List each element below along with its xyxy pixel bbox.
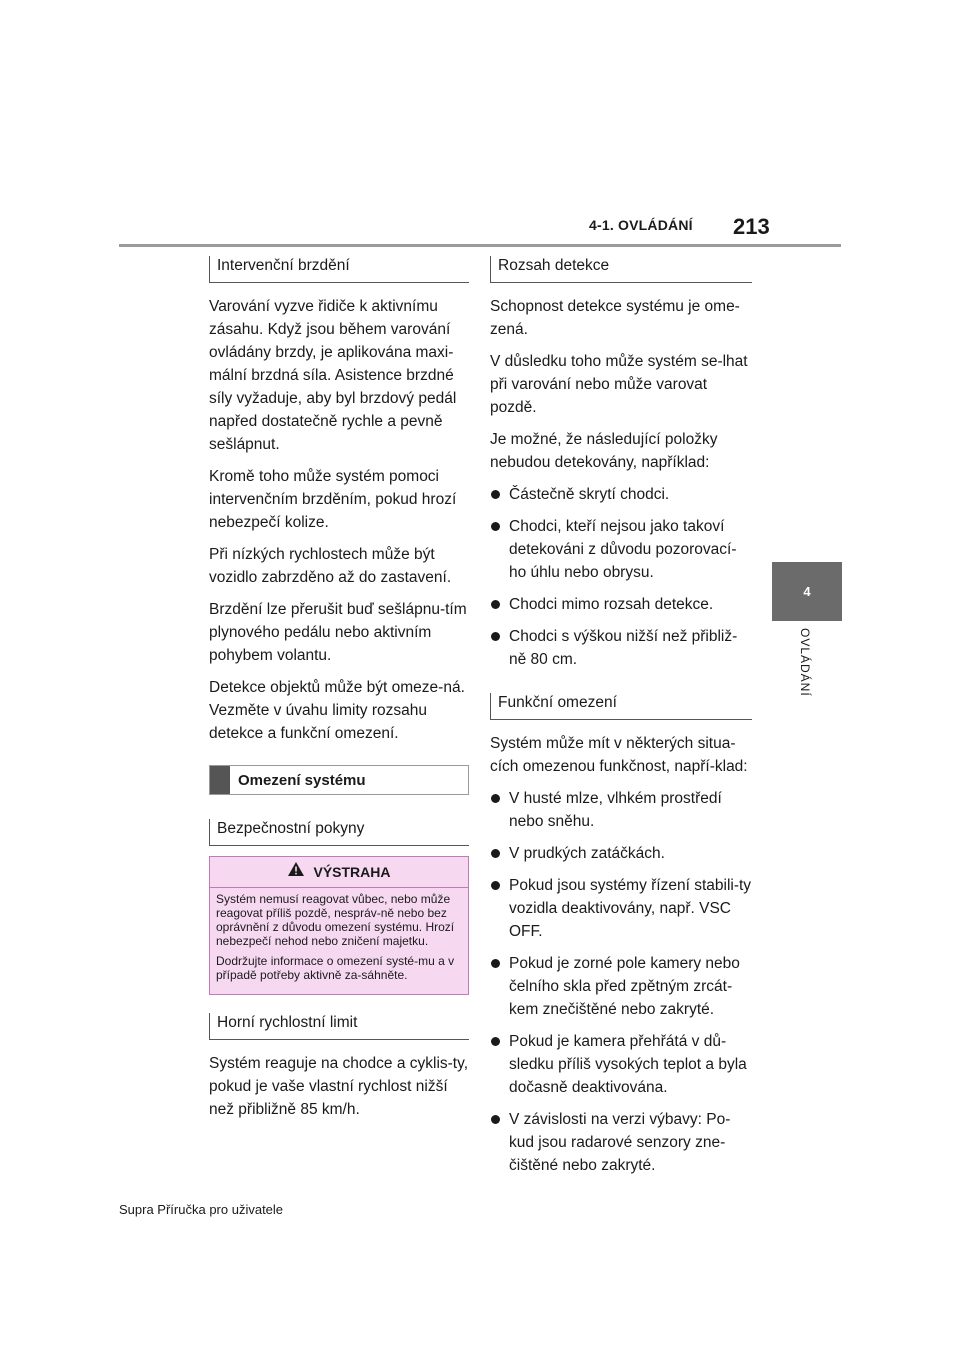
list-item: Chodci s výškou nižší než přibliž-ně 80 cm. — [490, 625, 752, 671]
chapter-tab — [772, 562, 842, 621]
heading-marker — [210, 766, 230, 794]
intervention-body — [209, 295, 469, 745]
list-item: Chodci, kteří nejsou jako takoví detekováni z důvodu pozorovací-ho úhlu nebo obrysu. — [490, 515, 752, 584]
range-paragraph: Je možné, že následující položky nebudou detekovány, například: — [490, 431, 718, 471]
functional-limits-heading: Funkční omezení — [490, 693, 752, 720]
page-number: 213 — [733, 214, 770, 239]
warning-paragraph: Dodržujte informace o omezení systé-mu a v případě potřeby aktivně za-sáhněte. — [216, 954, 455, 982]
safety-heading: Bezpečnostní pokyny — [209, 819, 469, 846]
warning-triangle-icon — [287, 861, 305, 884]
list-item: Pokud jsou systémy řízení stabili-ty vozidla deaktivovány, např. VSC OFF. — [490, 874, 752, 943]
list-item: Částečně skrytí chodci. — [490, 483, 752, 506]
section-title: 4-1. OVLÁDÁNÍ — [589, 217, 693, 233]
header-divider — [119, 244, 841, 247]
footer-text: Supra Příručka pro uživatele — [119, 1202, 284, 1217]
intervention-paragraph: Při nízkých rychlostech může být vozidlo zabrzděno až do zastavení. — [209, 546, 452, 586]
intervention-paragraph: Kromě toho může systém pomoci intervenčním brzděním, pokud hrozí nebezpečí kolize. — [209, 468, 457, 531]
chapter-tab-label: OVLÁDÁNÍ — [798, 628, 812, 697]
func-bullet-list — [490, 787, 752, 1177]
system-limits-heading — [209, 765, 469, 795]
warning-title: VÝSTRAHA — [313, 863, 391, 880]
speed-limit-text: Systém reaguje na chodce a cyklis-ty, pokud je vaše vlastní rychlost nižší než přibližně 85 km/h. — [209, 1055, 469, 1118]
detection-range-heading: Rozsah detekce — [490, 256, 752, 283]
list-item: V prudkých zatáčkách. — [490, 842, 752, 865]
list-item: V závislosti na verzi výbavy: Po-kud jsou radarové senzory zne-čištěné nebo zakryté. — [490, 1108, 752, 1177]
left-column — [209, 256, 469, 1130]
list-item: Pokud je kamera přehřátá v dů-sledku příliš vysokých teplot a byla dočasně deaktivována. — [490, 1030, 752, 1099]
intervention-paragraph: Brzdění lze přerušit buď sešlápnu-tím plynového pedálu nebo aktivním pohybem volantu. — [209, 601, 467, 664]
range-paragraph: Schopnost detekce systému je ome-zená. — [490, 298, 740, 338]
list-item: Pokud je zorné pole kamery nebo čelního skla před zpětným zrcát-kem znečištěné nebo zakryté. — [490, 952, 752, 1021]
warning-paragraph: Systém nemusí reagovat vůbec, nebo může reagovat příliš pozdě, nespráv-ně nebo bez oprávnění z důvodu omezení systému. Hrozí nebezpečí nehod nebo zničení majetku. — [216, 892, 455, 948]
intervention-paragraph: Detekce objektů může být omeze-ná. Vezměte v úvahu limity rozsahu detekce a funkční omezení. — [209, 679, 465, 742]
system-limits-heading-text: Omezení systému — [238, 771, 366, 789]
range-bullet-list — [490, 483, 752, 671]
chapter-tab-number: 4 — [803, 584, 811, 599]
warning-header — [210, 857, 468, 888]
intervention-paragraph: Varování vyzve řidiče k aktivnímu zásahu. Když jsou během varování ovládány brzdy, je aplikována maxi-mální brzdná síla. Asistence brzdné síly vyžaduje, aby byl brzdový pedál napřed dostatečně rychle a pevně sešlápnut. — [209, 298, 457, 453]
functional-limits-body — [490, 732, 752, 1177]
intervention-heading: Intervenční brzdění — [209, 256, 469, 283]
func-intro: Systém může mít v některých situa-cích omezenou funkčnost, napří-klad: — [490, 735, 748, 775]
speed-limit-heading: Horní rychlostní limit — [209, 1013, 469, 1040]
warning-box — [209, 856, 469, 995]
warning-body — [210, 888, 468, 994]
range-paragraph: V důsledku toho může systém se-lhat při varování nebo může varovat pozdě. — [490, 353, 748, 416]
right-column — [490, 256, 752, 1186]
list-item: V husté mlze, vlhkém prostředí nebo sněhu. — [490, 787, 752, 833]
detection-range-body — [490, 295, 752, 671]
list-item: Chodci mimo rozsah detekce. — [490, 593, 752, 616]
